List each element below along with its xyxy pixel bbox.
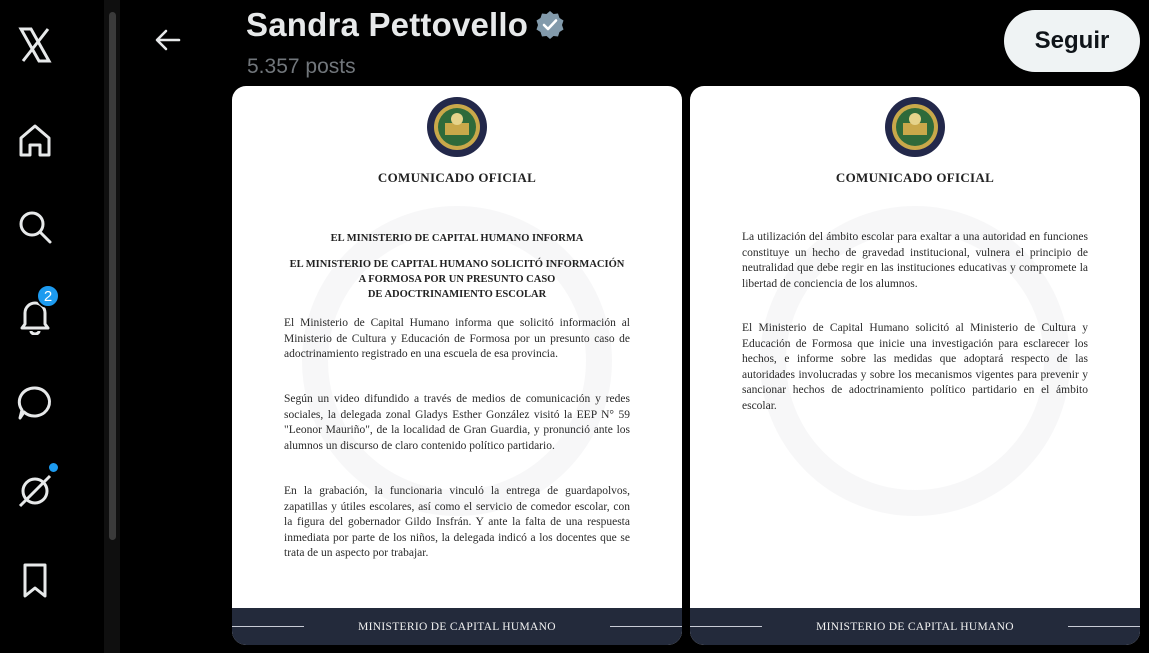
document-subheading-line3: DE ADOCTRINAMIENTO ESCOLAR [367, 289, 547, 300]
x-logo-icon[interactable] [10, 20, 60, 70]
footer-rule-right [1068, 626, 1140, 627]
document-paragraph-3: En la grabación, la funcionaria vinculó la entrega de guardapolvos, zapatillas y útiles escolares, así como el servicio de comedor escolar, con la figura del gobernador Gildo Insfrán. Y ante la falta de una respuesta inmediata por parte de los niños, la delegada indicó a los docentes que se trata de un aspecto por trabajar. [284, 485, 630, 559]
footer-text: MINISTERIO DE CAPITAL HUMANO [358, 620, 556, 633]
document-paragraph-2: Según un video difundido a través de medios de comunicación y redes sociales, la delegada zonal Gladys Esther González visitó la EEP N° 59 "Leonor Mauriño", de la localidad de Gran Guardia, y pronunció ante los alumnos un discurso de claro contenido político partidario. [284, 393, 630, 452]
document-paragraph-2: El Ministerio de Capital Humano solicitó al Ministerio de Cultura y Educación de Formosa que inicie una investigación para esclarecer los hechos, e informe sobre las medidas que adoptará respecto de las autoridades involucradas y sobre los mecanismos vigentes para prevenir y sancionar hechos de adoctrinamiento político partidario en el ámbito escolar. [742, 322, 1088, 412]
document-footer [232, 608, 682, 645]
profile-header [120, 0, 1149, 88]
seal-icon [425, 95, 489, 159]
notification-badge: 2 [36, 284, 60, 308]
bookmark-icon[interactable] [10, 555, 60, 605]
document-subheading-line1: EL MINISTERIO DE CAPITAL HUMANO SOLICITÓ INFORMACIÓN [289, 259, 625, 270]
footer-rule-right [610, 626, 682, 627]
document-heading: EL MINISTERIO DE CAPITAL HUMANO INFORMA [330, 233, 584, 244]
sidebar-nav [0, 0, 104, 653]
follow-button[interactable]: Seguir [1004, 10, 1140, 72]
document-paragraph-1: El Ministerio de Capital Humano informa que solicitó información al Ministerio de Cultura y Educación de Formosa por un presunto caso de adoctrinamiento registrado en una escuela de esa provincia. [284, 317, 630, 360]
profile-name: Sandra Pettovello [246, 6, 529, 43]
footer-text: MINISTERIO DE CAPITAL HUMANO [816, 620, 1014, 633]
scrollbar-thumb[interactable] [109, 12, 116, 540]
grok-button[interactable] [10, 465, 60, 515]
notifications-button[interactable] [10, 287, 60, 340]
back-arrow-icon [153, 25, 183, 55]
posts-count: 5.357 posts [247, 55, 356, 78]
seal-icon [883, 95, 947, 159]
profile-name-row [246, 6, 566, 44]
sidebar-scrollbar[interactable] [104, 0, 120, 653]
home-icon[interactable] [10, 115, 60, 165]
footer-rule-left [690, 626, 762, 627]
document-image-2[interactable] [690, 86, 1140, 645]
document-paragraph-1: La utilización del ámbito escolar para exaltar a una autoridad en funciones constituye un hecho de gravedad institucional, vulnera el principio de neutralidad que debe regir en las instituciones educativas y compromete la libertad de conciencia de los alumnos. [742, 231, 1088, 290]
message-icon[interactable] [10, 378, 60, 428]
grok-icon [15, 470, 55, 510]
verified-icon [534, 9, 566, 41]
back-button[interactable] [148, 20, 188, 60]
document-title: COMUNICADO OFICIAL [835, 170, 995, 185]
grok-dot [47, 461, 60, 474]
document-subheading-line2: A FORMOSA POR UN PRESUNTO CASO [358, 274, 556, 285]
search-icon[interactable] [10, 202, 60, 252]
document-title: COMUNICADO OFICIAL [377, 170, 537, 185]
footer-rule-left [232, 626, 304, 627]
document-footer [690, 608, 1140, 645]
document-image-1[interactable] [232, 86, 682, 645]
